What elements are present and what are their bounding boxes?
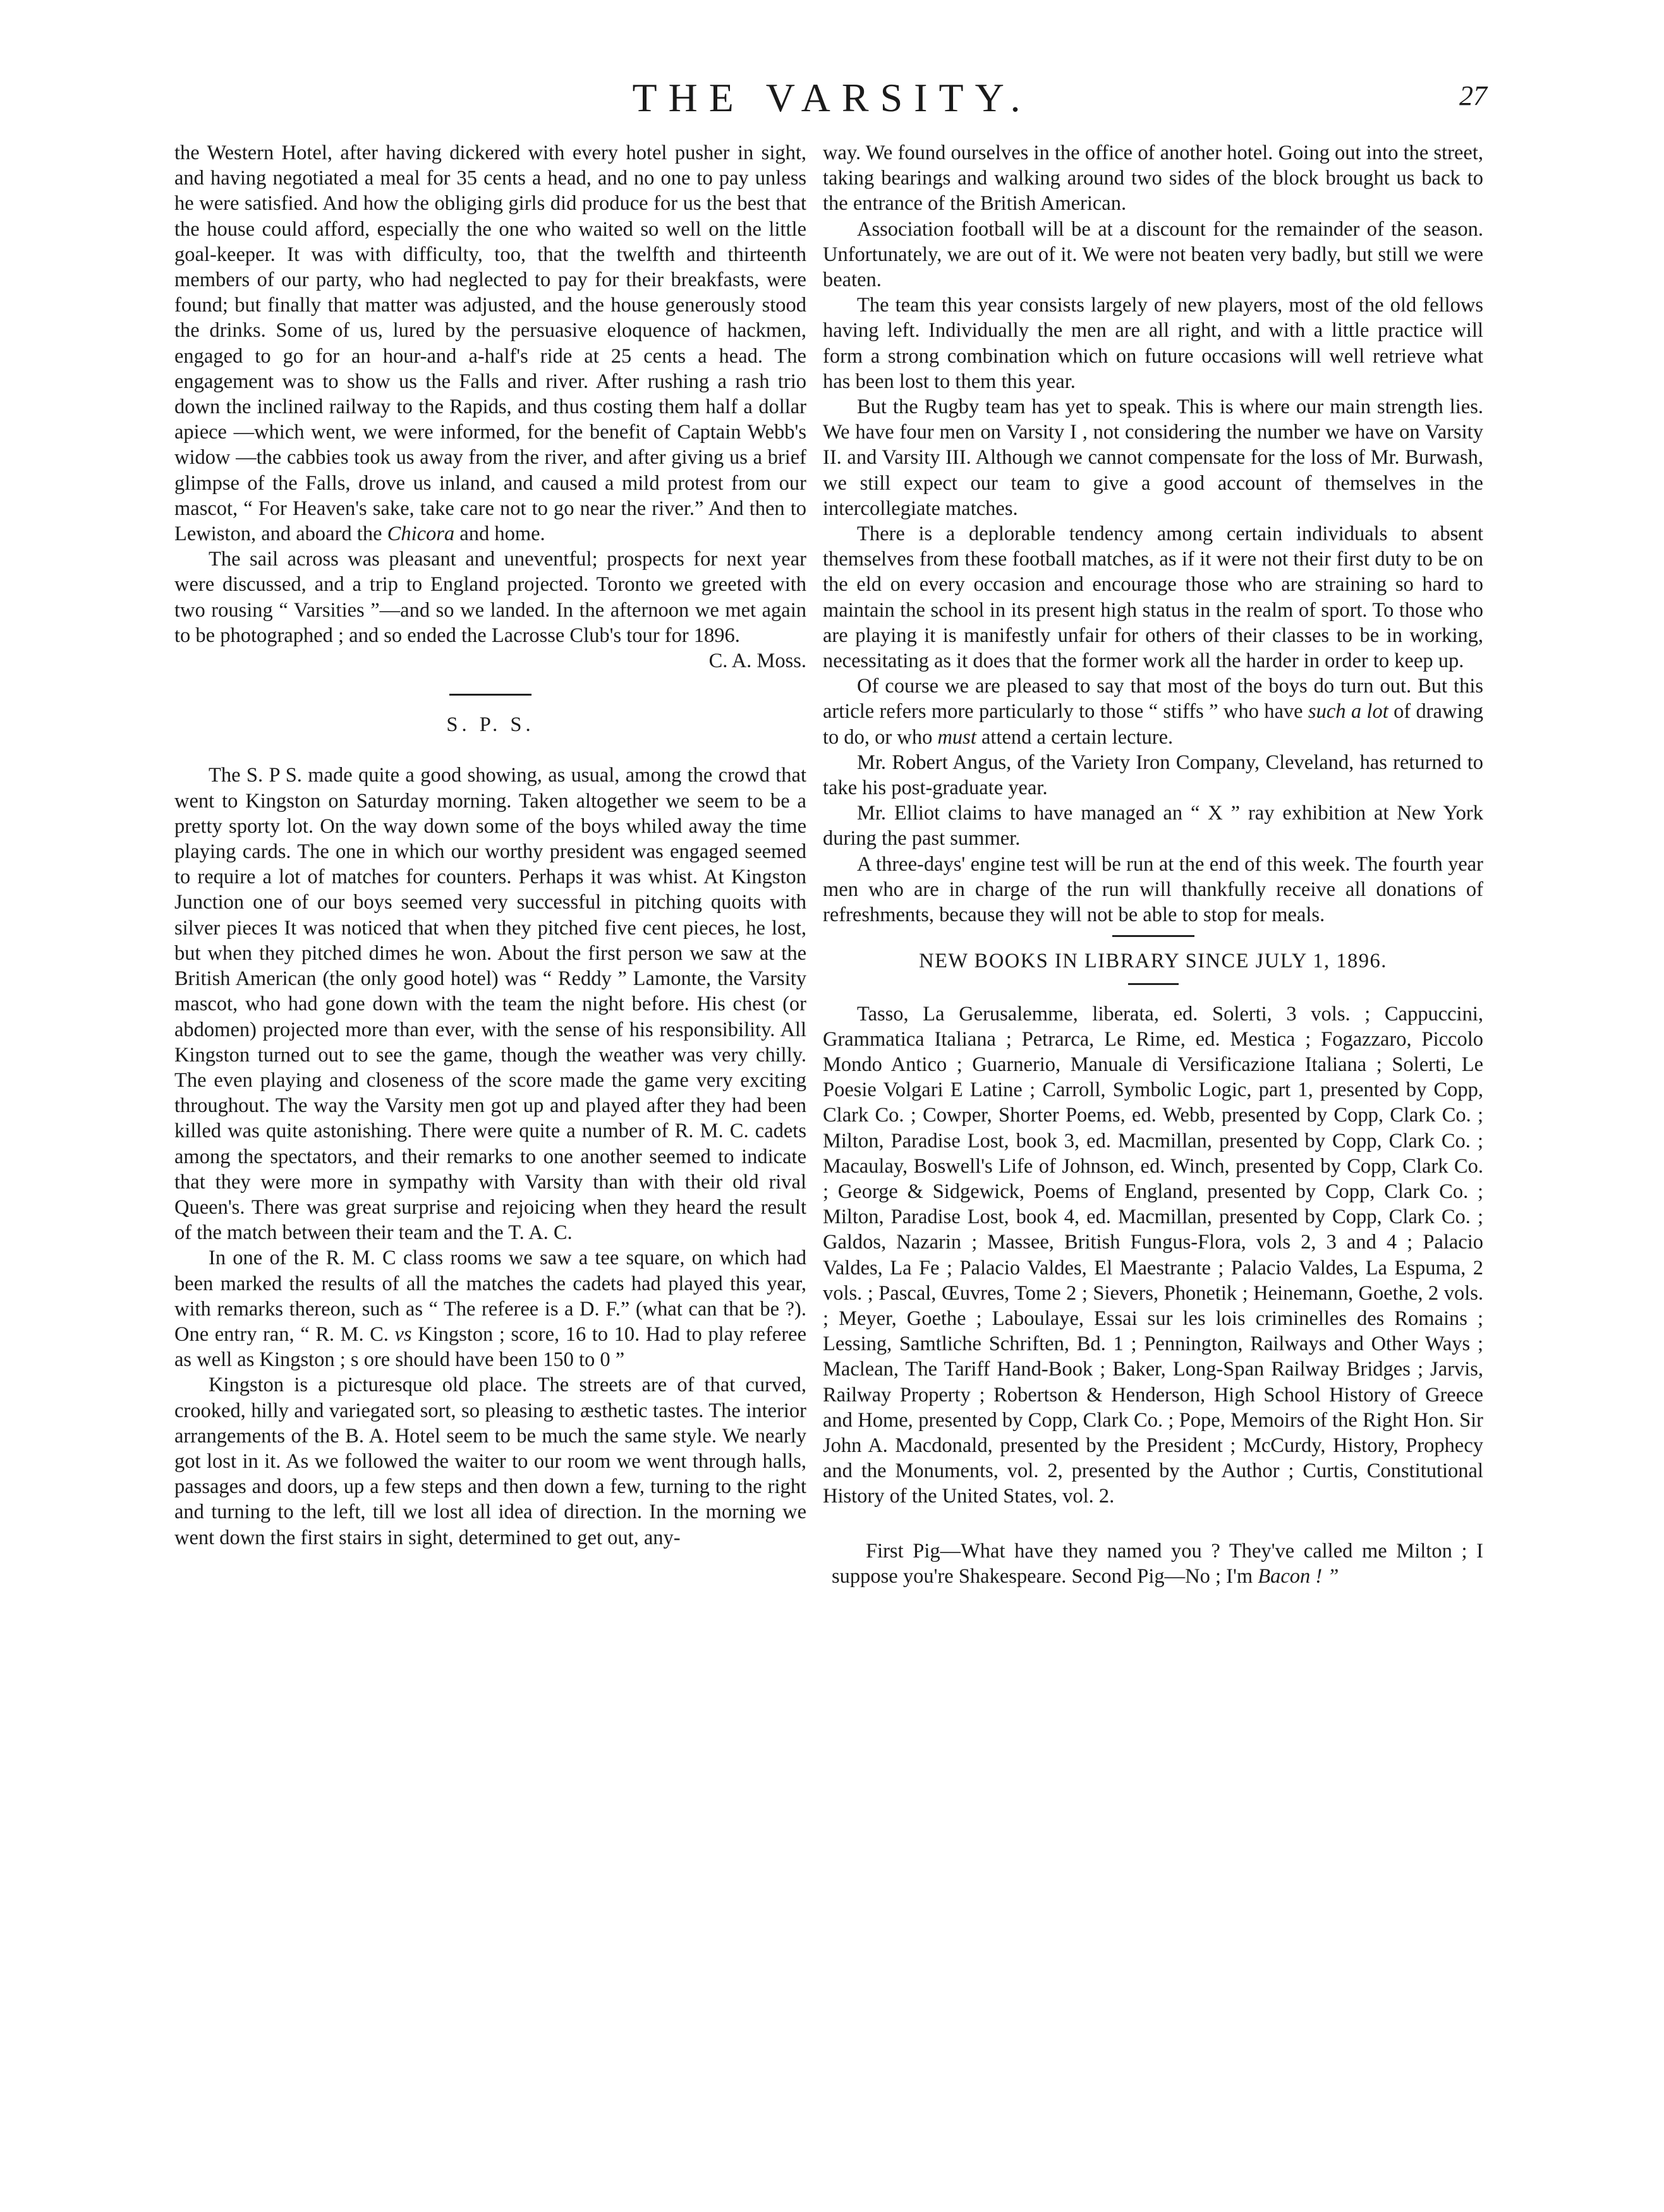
sps-continued-paragraph-8: Mr. Elliot claims to have managed an “ X ” ray exhibition at New York during the past summer.: [823, 802, 1483, 850]
new-books-title: NEW BOOKS IN LIBRARY SINCE JULY 1, 1896.: [919, 950, 1387, 973]
lacrosse-paragraph-2: The sail across was pleasant and uneventful; prospects for next year were discussed, and a trip to England projected. Toronto we greeted with two rousing “ Varsities ”—and so we landed. In the afternoon we met again to be photographed ; and so ended the Lacrosse Club's tour for 1896.: [174, 548, 806, 647]
sps-paragraph-1: The S. P S. made quite a good showing, as usual, among the crowd that went to Kingston on Saturday morning. Taken altogether we seem to be a pretty sporty lot. On the way down some of the boys whiled away the time playing cards. The one in which our worthy president was engaged seemed to require a lot of matches for counters. Perhaps it was whist. At Kingston Junction one of our boys seemed very successful in pitching quoits with silver pieces It was noticed that when they pitched five cent pieces, he lost, but when they pitched dimes he won. About the first person we saw at the British American (the only good hotel) was “ Reddy ” Lamonte, the Varsity mascot, who had gone down with the team the night before. His chest (or abdomen) projected more than ever, with the sense of his responsibility. All Kingston turned out to see the game, though the weather was very chilly. The even playing and closeness of the score made the game very exciting throughout. The way the Varsity men got up and played after they had been killed was quite astonishing. There were quite a number of R. M. C. cadets among the spectators, and their remarks to one another seemed to indicate that they were more in sympathy with Varsity than with their old rival Queen's. There was great surprise and rejoicing when they heard the result of the match between their team and the T. A. C.: [174, 764, 806, 1245]
sps-continued-paragraph-2: Association football will be at a discount for the remainder of the season. Unfortunately, we are out of it. We were not beaten very badly, but still we were beaten.: [823, 217, 1483, 292]
sps-continued-paragraph-6: [823, 674, 1483, 750]
pig-joke: [823, 1538, 1483, 1589]
emphasis-must: must: [937, 725, 976, 749]
books-divider-top: [1112, 935, 1194, 937]
left-column: [174, 140, 806, 1550]
sps-paragraph-6-middle: of drawing to do, or who: [823, 700, 1483, 749]
sps-continued-paragraph-4: But the Rugby team has yet to speak. This is where our main strength lies. We have four men on Varsity I , not considering the number we have on Varsity II. and Varsity III. Although we cannot compensate for the loss of Mr. Burwash, we still expect our team to give a good account of themselves in the intercollegiate matches.: [823, 396, 1483, 520]
joke-block: [823, 1538, 1483, 1589]
boat-name: Chicora: [387, 523, 455, 546]
sps-continued-paragraph-1: way. We found ourselves in the office of another hotel. Going out into the street, taking bearings and walking around two sides of the block brought us back to the entrance of the British American.: [823, 142, 1483, 215]
sps-continued-paragraph-7: Mr. Robert Angus, of the Variety Iron Company, Cleveland, has returned to take his post-graduate year.: [823, 751, 1483, 800]
books-divider-bottom: [1128, 983, 1179, 985]
sps-paragraph-2-start: In one of the R. M. C class rooms we saw a tee square, on which had been marked the results of all the matches the cadets had played this year, with remarks thereon, such as “ The referee is a D. F.” (what can that be ?). One entry ran, “ R. M. C.: [174, 1247, 806, 1346]
sps-paragraph-3: Kingston is a picturesque old place. The streets are of that curved, crooked, hilly and variegated sort, so pleasing to æsthetic tastes. The interior arrangements of the B. A. Hotel seem to be much the same style. We nearly got lost in it. As we followed the waiter to our room we went through halls, passages and doors, up a few steps and then down a few, turning to the right and turning to the left, till we lost all idea of direction. In the morning we went down the first stairs in sight, determined to get out, any-: [174, 1374, 806, 1549]
versus-text: vs: [394, 1322, 412, 1346]
new-books-list: Tasso, La Gerusalemme, liberata, ed. Solerti, 3 vols. ; Cappuccini, Grammatica Italiana ; Petrarca, Le Rime, ed. Mestica ; Fogazzaro, Piccolo Mondo Antico ; Guarnerio, Manuale di Versificazione Italiana ; Solerti, Le Poesie Volgari E Latine ; Carroll, Symbolic Logic, part 1, presented by Copp, Clark Co. ; Cowper, Shorter Poems, ed. Webb, presented by Copp, Clark Co. ; Milton, Paradise Lost, book 3, ed. Macmillan, presented by Copp, Clark Co. ; Macaulay, Boswell's Life of Johnson, ed. Winch, presented by Copp, Clark Co. ; George & Sidgewick, Poems of England, presented by Copp, Clark Co. ; Milton, Paradise Lost, book 4, ed. Macmillan, presented by Copp, Clark Co. ; Galdos, Nazarin ; Massee, British Fungus-Flora, vols 2, 3 and 4 ; Palacio Valdes, La Fe ; Palacio Valdes, El Maestrante ; Palacio Valdes, La Espuma, 2 vols. ; Pascal, Œuvres, Tome 2 ; Sievers, Phonetik ; Heinemann, Goethe, 2 vols. ; Meyer, Goethe ; Laboulaye, Essai sur les lois criminelles des Romains ; Lessing, Samtliche Schriften, Bd. 1 ; Pennington, Railways and Other Ways ; Maclean, The Tariff Hand-Book ; Baker, Long-Span Railway Bridges ; Jarvis, Railway Property ; Robertson & Henderson, High School History of Greece and Home, presented by Copp, Clark Co. ; Pope, Memoirs of the Right Hon. Sir John A. Macdonald, presented by the President ; McCurdy, History, Prophecy and the Monuments, vol. 2, presented by the Author ; Curtis, Constitutional History of the United States, vol. 2.: [823, 1002, 1483, 1508]
sps-paragraph-2: [174, 1245, 806, 1372]
page-number: 27: [1459, 80, 1487, 111]
sps-paragraph-6-start: Of course we are pleased to say that most of the boys do turn out. But this article refers more particularly to those “ stiffs ” who have: [823, 675, 1483, 723]
emphasis-such-a-lot: such a lot: [1308, 700, 1388, 723]
lacrosse-paragraph-1-text: the Western Hotel, after having dickered with every hotel pusher in sight, and having negotiated a meal for 35 cents a head, and no one to pay unless he were satisfied. And how the obliging girls did produce for us the best that the house could afford, especially the one who waited so well on the little goal-keeper. It was with difficulty, too, that the twelfth and thirteenth members of our party, who had neglected to pay for their breakfasts, were found; but finally that matter was adjusted, and the house generously stood the drinks. Some of us, lured by the persuasive eloquence of hackmen, engaged to go for an hour-and a-half's ride at 25 cents a head. The engagement was to show us the Falls and river. After rushing a rash trio down the inclined railway to the Rapids, and thus costing them half a dollar apiece —which went, we were informed, for the benefit of Captain Webb's widow —the cabbies took us away from the river, and after giving us a brief glimpse of the Falls, drove us inland, and caused a mild protest from our mascot, “ For Heaven's sake, take care not to go near the river.” And then to Lewiston, and aboard the: [174, 142, 806, 546]
section-divider: [449, 694, 531, 696]
lacrosse-ending: and home.: [459, 523, 545, 546]
sps-paragraph-2-end: Kingston ; score, 16 to 10. Had to play referee as well as Kingston ; s ore should have been 150 to 0 ”: [174, 1322, 806, 1372]
article-signature: C. A. Moss.: [708, 650, 806, 673]
pig-joke-text: First Pig—What have they named you ? They've called me Milton ; I suppose you're Shakespeare. Second Pig—No ; I'm: [832, 1539, 1483, 1588]
masthead: THE VARSITY.: [632, 75, 1032, 120]
sps-continued-paragraph-5: There is a deplorable tendency among certain individuals to absent themselves from these football matches, as if it were not their first duty to be on the eld on every occasion and encourage those who are straining so hard to maintain the school in its present high status in the realm of sport. To those who are playing it is manifestly unfair for others of their classes to be in working, necessitating as it does that the former work all the harder in order to keep up.: [823, 523, 1483, 673]
pig-joke-punchline: Bacon ! ”: [1258, 1564, 1339, 1588]
sps-paragraph-6-end: attend a certain lecture.: [976, 725, 1174, 749]
sps-continued-paragraph-9: A three-days' engine test will be run at the end of this week. The fourth year men who are in charge of the run will thankfully receive all donations of refreshments, because they will not be able to stop for meals.: [823, 852, 1483, 927]
sps-section-title: S. P. S.: [446, 713, 535, 737]
right-column: [823, 140, 1483, 1589]
lacrosse-paragraph-1: [174, 140, 806, 547]
sps-continued-paragraph-3: The team this year consists largely of new players, most of the old fellows having left. Individually the men are all right, and with a little practice will form a strong combination which on future occasions will well retrieve what has been lost to them this year.: [823, 294, 1483, 393]
